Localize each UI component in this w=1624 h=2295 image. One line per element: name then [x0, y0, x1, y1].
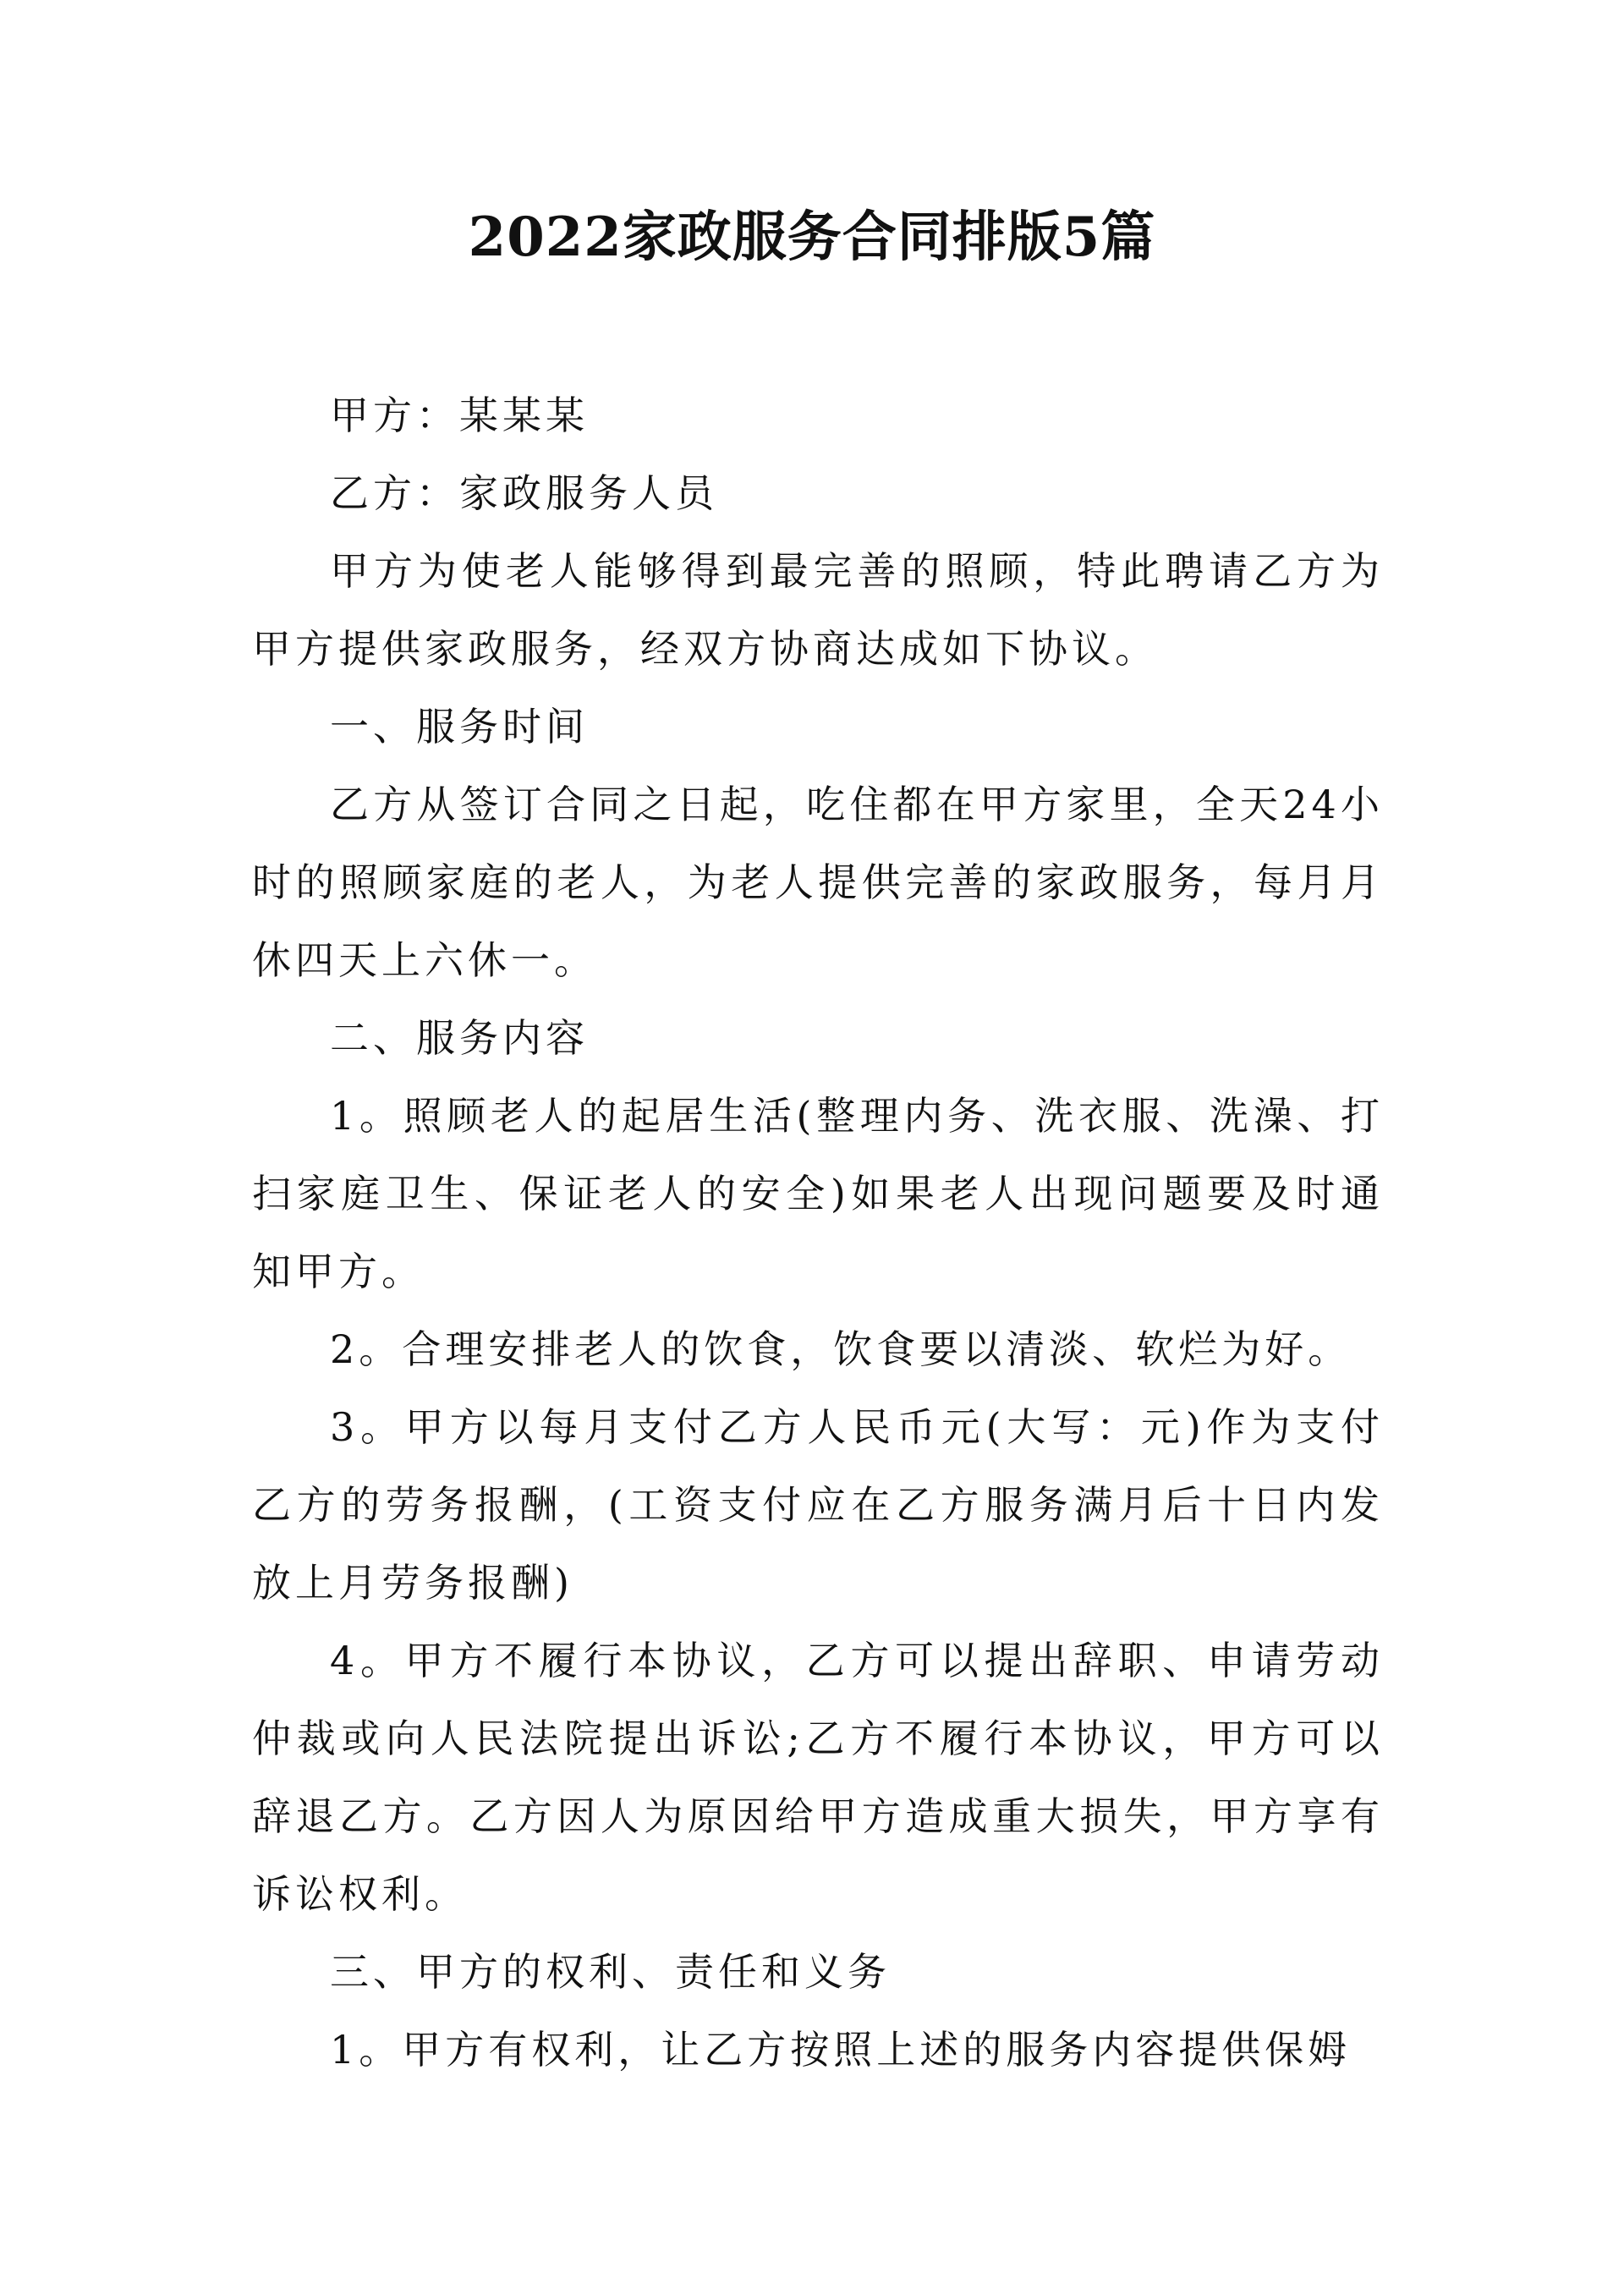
- section-heading-service-time: 一、服务时间: [330, 704, 589, 749]
- party-a-rights-item-1: 1。甲方有权利，让乙方按照上述的服务内容提供保姆: [330, 2027, 1352, 2073]
- section-heading-service-content: 二、服务内容: [330, 1015, 589, 1061]
- document-title: 2022家政服务合同排版5篇: [468, 206, 1156, 269]
- service-content-item-1: 1。照顾老人的起居生活(整理内务、洗衣服、洗澡、打扫家庭卫生、保证老人的安全)如果老人出现问题要及时通知甲方。: [252, 1093, 1384, 1294]
- service-content-item-3: 3。甲方以每月支付乙方人民币元(大写：元)作为支付乙方的劳务报酬，(工资支付应在乙方服务满月后十日内发放上月劳务报酬): [252, 1404, 1384, 1606]
- service-content-item-2: 2。合理安排老人的饮食，饮食要以清淡、软烂为好。: [330, 1326, 1352, 1372]
- party-a-line: 甲方：某某某: [330, 393, 589, 438]
- party-b-line: 乙方：家政服务人员: [330, 470, 718, 516]
- section-heading-party-a-rights: 三、甲方的权利、责任和义务: [330, 1949, 891, 1995]
- document-body: [252, 376, 1384, 2089]
- service-time-paragraph: 乙方从签订合同之日起，吃住都在甲方家里，全天24小时的照顾家庭的老人，为老人提供完善的家政服务，每月月休四天上六休一。: [252, 782, 1384, 983]
- preamble-paragraph: 甲方为使老人能够得到最完善的照顾，特此聘请乙方为甲方提供家政服务，经双方协商达成如下协议。: [252, 548, 1384, 672]
- service-content-item-4: 4。甲方不履行本协议，乙方可以提出辞职、申请劳动仲裁或向人民法院提出诉讼;乙方不履行本协议，甲方可以辞退乙方。乙方因人为原因给甲方造成重大损失，甲方享有诉讼权利。: [252, 1638, 1384, 1917]
